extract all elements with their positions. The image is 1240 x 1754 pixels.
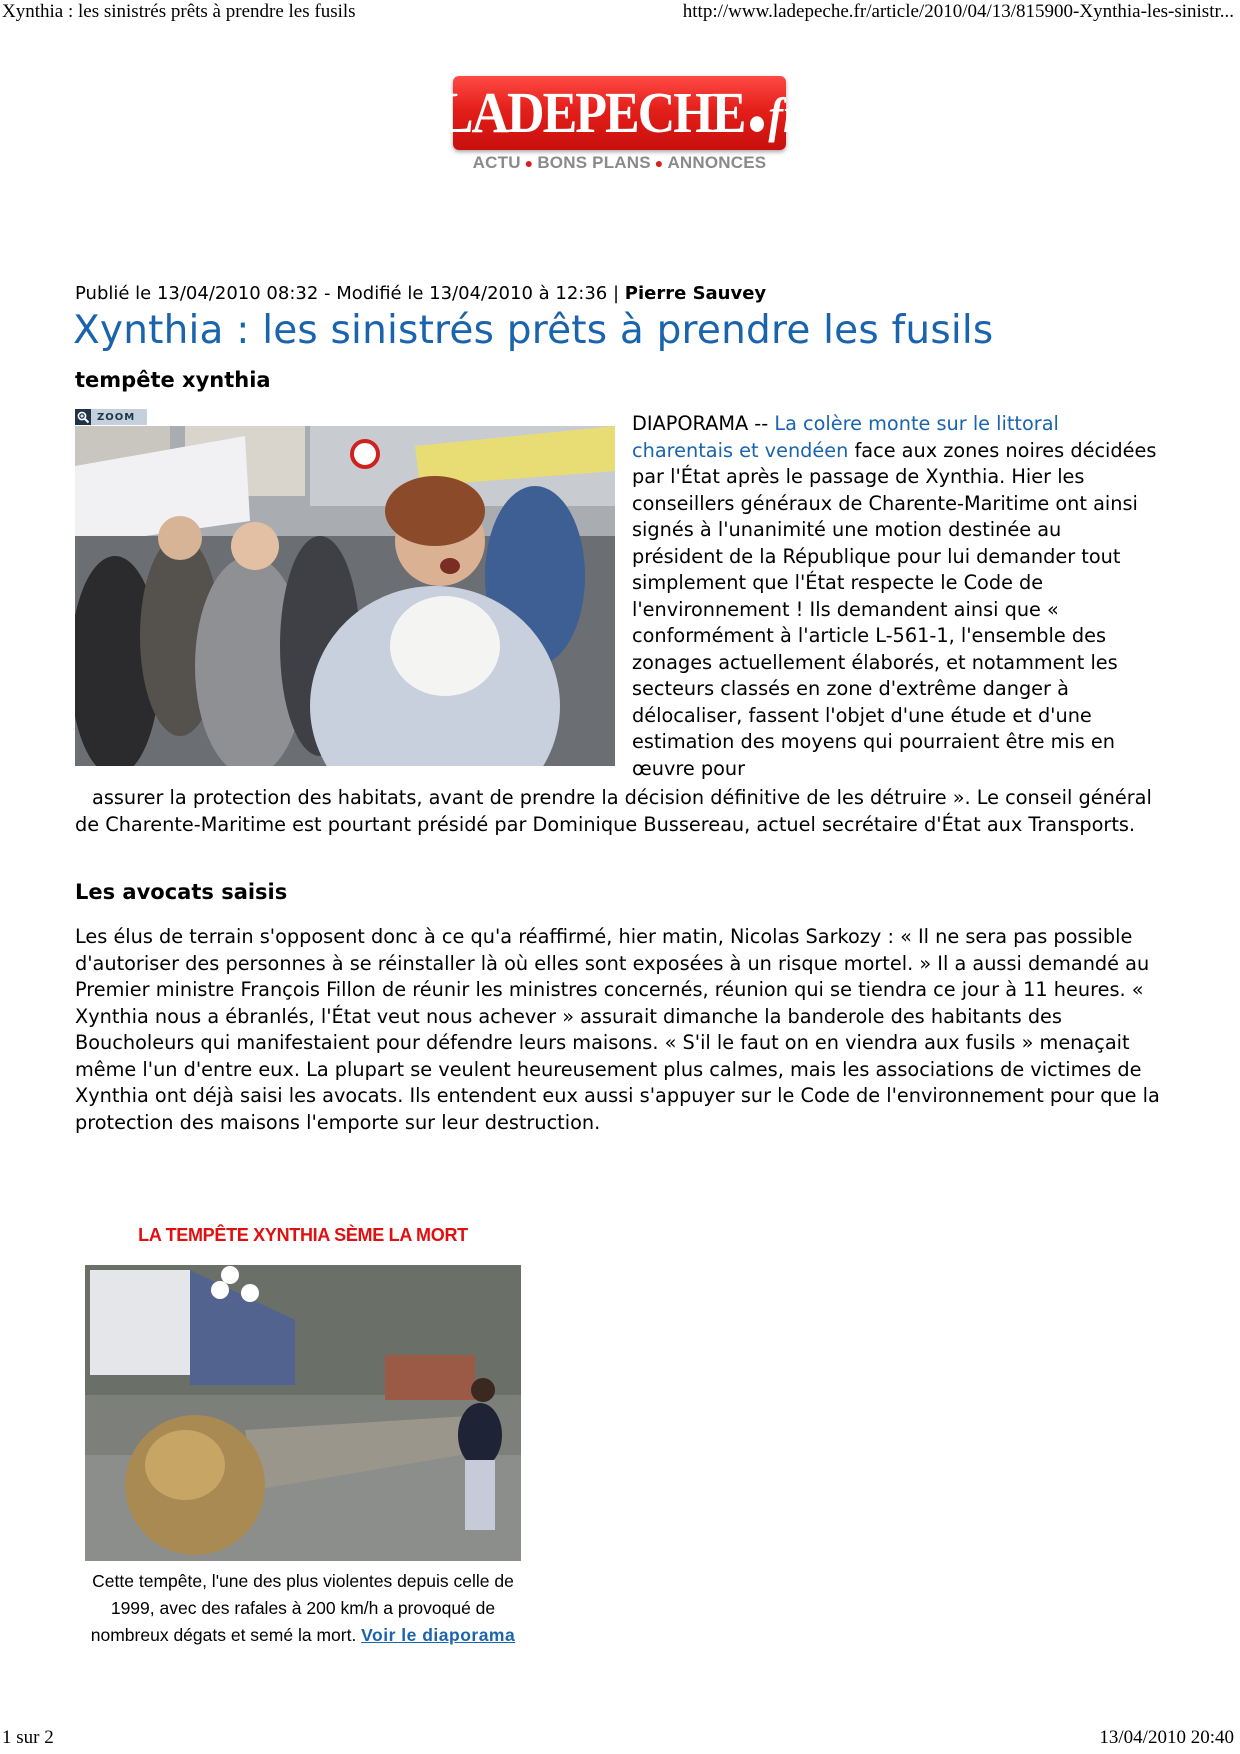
logo-tagline [453, 153, 786, 173]
magnifier-icon [75, 409, 91, 425]
zoom-label: ZOOM [97, 411, 136, 423]
caption-text: Cette tempête, l'une des plus violentes depuis celle de 1999, avec des rafales à 200 km/h a provoqué de nombreux dégats et semé la mort. [90, 1571, 514, 1645]
print-header-url: http://www.ladepeche.fr/article/2010/04/13/815900-Xynthia-les-sinistr... [682, 1, 1234, 22]
promo-title[interactable]: LA TEMPÊTE XYNTHIA SÈME LA MORT [138, 1225, 468, 1245]
tagline-annonces[interactable]: ANNONCES [667, 153, 767, 172]
article-kicker: tempête xynthia [75, 368, 271, 392]
promo-caption [72, 1568, 534, 1649]
fallen-tree-photo-illustration [85, 1265, 521, 1561]
intro-text: face aux zones noires décidées par l'État après le passage de Xynthia. Hier les conseillers généraux de Charente-Maritime ont ainsi signés à l'unanimité une motion destinée au président de la République pour lui demander tout simplement que l'État respecte le Code de l'environnement ! Ils demandent ainsi que « conformément à l'article L-561-1, l'ensemble des zonages actuellement élaborés, et notamment les secteurs classés en zone d'extrême danger à délocaliser, fassent l'objet d'une étude et d'une estimation des moyens qui pourraient être mis en œuvre pour [632, 438, 1157, 780]
voir-diaporama-link[interactable]: Voir le diaporama [361, 1625, 516, 1645]
section-subhead: Les avocats saisis [75, 880, 288, 904]
protest-photo-illustration [75, 426, 615, 766]
article-intro [632, 411, 1157, 782]
intro-continued-text: assurer la protection des habitats, avant de prendre la décision définitive de les détruire ». Le conseil général de Charente-Maritime est pourtant présidé par Dominique Bussereau, actuel secrétaire d'État aux Transports. [75, 786, 1152, 836]
intro-continued [75, 785, 1165, 838]
tagline-actu[interactable]: ACTU [472, 153, 521, 172]
print-header-title: Xynthia : les sinistrés prêts à prendre les fusils [2, 1, 356, 22]
logo-wordmark [439, 80, 800, 146]
promo-photo-fallen-tree[interactable] [85, 1265, 521, 1561]
tagline-bons-plans[interactable]: BONS PLANS [537, 153, 651, 172]
intro-link[interactable]: La colère monte sur le littoral charentais et vendéen [632, 412, 1059, 462]
logo-name: LADEPECHE [438, 81, 745, 145]
ladepeche-logo[interactable] [438, 76, 801, 150]
article-title: Xynthia : les sinistrés prêts à prendre les fusils [73, 308, 994, 353]
print-footer-timestamp: 13/04/2010 20:40 [1099, 1727, 1234, 1748]
print-footer-page: 1 sur 2 [2, 1727, 54, 1748]
publish-date: Publié le 13/04/2010 08:32 - Modifié le 13/04/2010 à 12:36 | [75, 283, 620, 304]
article-meta [75, 283, 766, 304]
article-body: Les élus de terrain s'opposent donc à ce qu'a réaffirmé, hier matin, Nicolas Sarkozy : « Il ne sera pas possible d'autoriser des personnes à se réinstaller là où elles sont exposées à un risque mortel. » Il a aussi demandé au Premier ministre François Fillon de réunir les ministres concernés, réunion qui se tiendra ce jour à 11 heures. « Xynthia nous a ébranlés, l'État veut nous achever » assurait dimanche la banderole des habitants des Boucholeurs qui manifestaient pour défendre leurs maisons. « S'il le faut on en viendra aux fusils » menaçait même l'un d'entre eux. La plupart se veulent heureusement plus calmes, mais les associations de victimes de Xynthia ont déjà saisi les avocats. Ils entendent eux aussi s'appuyer sur le Code de l'environnement pour que la protection des maisons l'emporte sur leur destruction. [75, 925, 1160, 1134]
bullet-icon: ● [654, 155, 664, 171]
intro-prefix: DIAPORAMA -- [632, 412, 775, 435]
logo-suffix: fr [768, 87, 801, 143]
bullet-icon: ● [524, 155, 534, 171]
article-photo-protest[interactable] [75, 426, 615, 766]
author: Pierre Sauvey [624, 283, 767, 304]
logo-dot-icon [750, 116, 764, 132]
zoom-button[interactable] [75, 409, 147, 425]
